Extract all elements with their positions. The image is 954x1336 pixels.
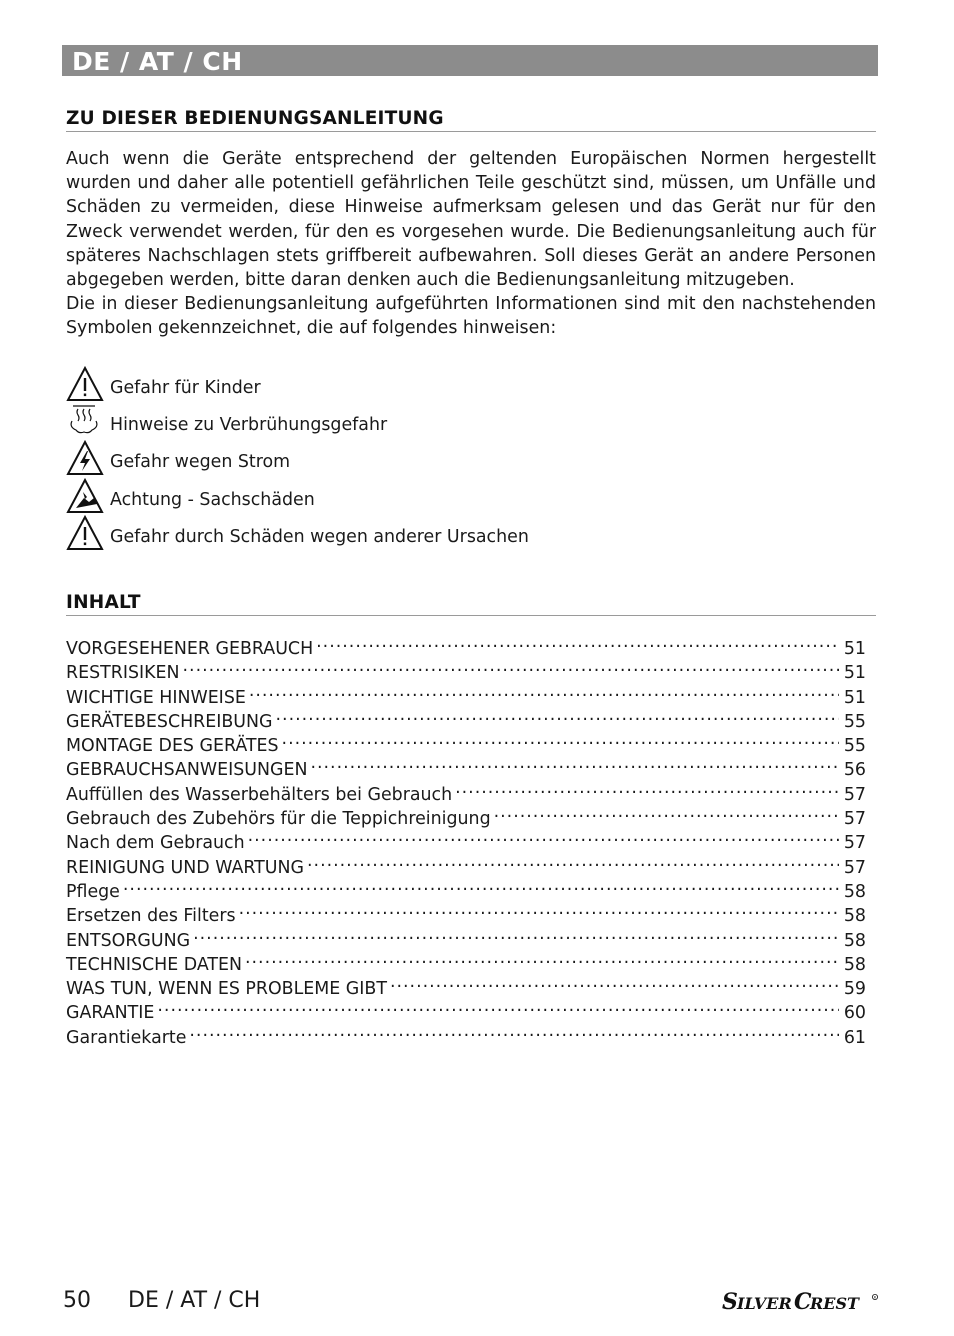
toc-leader-dots <box>455 776 839 800</box>
contents-heading: INHALT <box>66 592 876 616</box>
language-header-title: DE / AT / CH <box>72 47 243 76</box>
toc-leader-dots <box>494 800 839 824</box>
toc-leader-dots <box>239 897 839 921</box>
toc-entry-label[interactable]: REINIGUNG UND WARTUNG <box>66 857 305 878</box>
toc-entry[interactable] <box>66 897 866 927</box>
toc-leader-dots <box>307 849 839 873</box>
symbol-row-children <box>66 366 876 404</box>
property-damage-icon <box>66 478 104 514</box>
toc-entry-page: 60 <box>843 1003 866 1024</box>
toc-entry-label[interactable]: RESTRISIKEN <box>66 663 180 684</box>
toc-entry-page: 59 <box>843 979 866 1000</box>
electric-hazard-icon <box>66 440 104 476</box>
toc-leader-dots <box>123 873 839 897</box>
toc-entry-label[interactable]: GARANTIE <box>66 1003 155 1024</box>
toc-entry-label[interactable]: WAS TUN, WENN ES PROBLEME GIBT <box>66 979 387 1000</box>
toc-entry[interactable] <box>66 654 866 684</box>
toc-entry[interactable] <box>66 679 866 708</box>
intro-paragraph-1: Auch wenn die Geräte entsprechend der geltenden Europäischen Normen hergestellt wurden und daher alle potentiell gefährlichen Teile geschützt sind, müssen, um Unfälle und Schäden zu vermeiden, diese Hinweise aufmerksam gelesen und das Gerät nur für den Zweck verwendet werden, für den es vorgesehen wurde. Die Bedienungsanleitung auch für späteres Nachschlagen stets griffbereit aufbewahren. Soll dieses Gerät an andere Personen abgegeben werden, bitte daran denken auch die Bedienungsanleitung mitzugeben. <box>66 149 876 291</box>
toc-entry-label[interactable]: MONTAGE DES GERÄTES <box>66 736 279 757</box>
toc-entry-page: 55 <box>843 736 866 757</box>
toc-leader-dots <box>157 994 839 1018</box>
toc-entry-page: 58 <box>843 881 866 902</box>
toc-entry-page: 57 <box>843 857 866 878</box>
toc-entry-page: 51 <box>843 639 866 659</box>
toc-leader-dots <box>193 922 839 946</box>
toc-entry-label[interactable]: GERÄTEBESCHREIBUNG <box>66 711 273 732</box>
toc-entry-label[interactable]: Pflege <box>66 881 120 902</box>
toc-leader-dots <box>245 946 839 970</box>
toc-entry-label[interactable]: WICHTIGE HINWEISE <box>66 687 246 708</box>
symbol-label-scald: Hinweise zu Verbrühungsgefahr <box>110 415 388 435</box>
toc-leader-dots <box>249 679 839 703</box>
about-manual-heading: ZU DIESER BEDIENUNGSANLEITUNG <box>66 108 876 132</box>
toc-entry-label[interactable]: TECHNISCHE DATEN <box>66 954 242 975</box>
toc-leader-dots <box>390 970 839 994</box>
toc-leader-dots <box>316 630 839 654</box>
steam-icon <box>66 403 104 439</box>
toc-leader-dots <box>248 824 839 848</box>
svg-text:C: C <box>794 1289 812 1315</box>
svg-text:REST: REST <box>810 1294 859 1313</box>
toc-entry-page: 51 <box>843 687 866 708</box>
intro-text <box>66 147 876 341</box>
footer-language: DE / AT / CH <box>128 1288 261 1313</box>
toc-entry[interactable] <box>66 630 866 659</box>
svg-text:R: R <box>873 1295 877 1300</box>
footer-page-number: 50 <box>63 1288 91 1313</box>
symbol-row-damage <box>66 478 876 516</box>
symbol-label-other: Gefahr durch Schäden wegen anderer Ursachen <box>110 527 529 547</box>
language-header-bar <box>62 45 878 76</box>
toc-leader-dots <box>310 751 839 775</box>
toc-entry-label[interactable]: ENTSORGUNG <box>66 930 191 951</box>
toc-entry-label[interactable]: VORGESEHENER GEBRAUCH <box>66 639 314 659</box>
symbol-row-electric <box>66 440 876 478</box>
toc-entry[interactable] <box>66 873 866 902</box>
symbol-label-children: Gefahr für Kinder <box>110 378 261 398</box>
toc-entry-label[interactable]: Nach dem Gebrauch <box>66 833 245 854</box>
toc-entry-page: 51 <box>843 663 866 684</box>
toc-entry[interactable] <box>66 994 866 1024</box>
symbol-row-scald <box>66 403 876 441</box>
toc-leader-dots <box>189 1019 839 1043</box>
symbol-row-other <box>66 515 876 553</box>
toc-entry-label[interactable]: GEBRAUCHSANWEISUNGEN <box>66 760 308 781</box>
toc-entry-label[interactable]: Garantiekarte <box>66 1027 187 1048</box>
toc-entry[interactable] <box>66 1019 866 1048</box>
toc-entry-page: 58 <box>843 906 866 927</box>
toc-entry-page: 55 <box>843 711 866 732</box>
toc-entry-label[interactable]: Ersetzen des Filters <box>66 906 236 927</box>
warning-triangle-icon <box>66 366 104 402</box>
intro-paragraph-2: Die in dieser Bedienungsanleitung aufgeführten Informationen sind mit den nachstehenden Symbolen gekennzeichnet, die auf folgendes hinweisen: <box>66 294 876 339</box>
toc-leader-dots <box>276 703 839 727</box>
toc-entry-page: 58 <box>843 954 866 975</box>
toc-entry-page: 57 <box>843 784 866 805</box>
toc-entry-page: 57 <box>843 833 866 854</box>
toc-entry-page: 58 <box>843 930 866 951</box>
warning-triangle-icon <box>66 515 104 551</box>
toc-leader-dots <box>282 727 839 751</box>
toc-entry-label[interactable]: Auffüllen des Wasserbehälters bei Gebrauch <box>66 784 453 805</box>
toc-entry-label[interactable]: Gebrauch des Zubehörs für die Teppichreinigung <box>66 809 491 830</box>
toc-entry-page: 61 <box>843 1027 866 1048</box>
toc-leader-dots <box>183 654 839 678</box>
toc-entry-page: 57 <box>843 809 866 830</box>
silvercrest-logo <box>722 1287 882 1315</box>
toc-entry-page: 56 <box>843 760 866 781</box>
table-of-contents <box>66 630 866 1048</box>
svg-text:S: S <box>722 1289 738 1315</box>
symbol-label-damage: Achtung - Sachschäden <box>110 490 315 510</box>
symbol-label-electric: Gefahr wegen Strom <box>110 452 291 472</box>
svg-text:ILVER: ILVER <box>737 1294 792 1313</box>
